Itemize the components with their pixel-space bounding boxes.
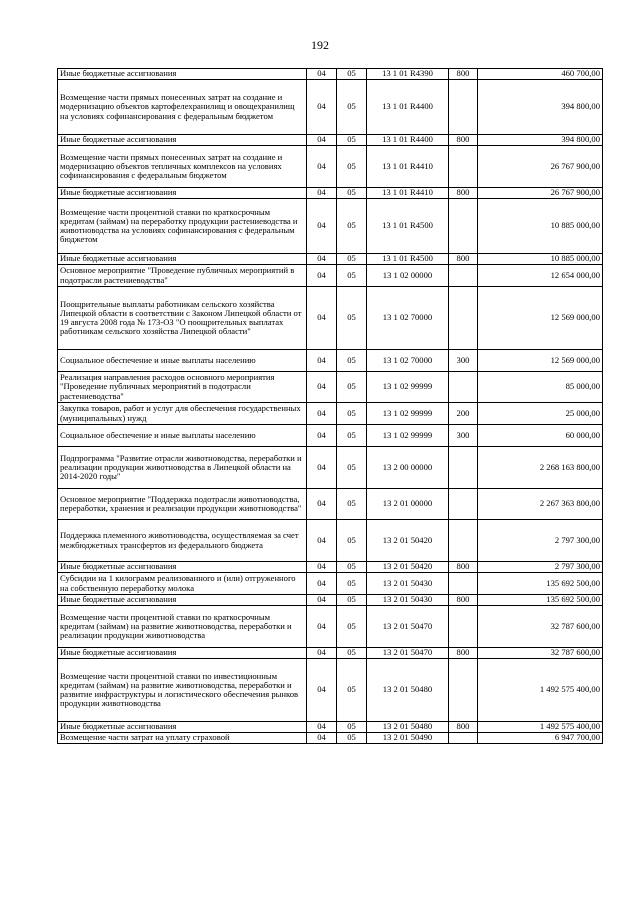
subsection-cell: 05 <box>337 135 367 146</box>
expense-type-cell <box>449 489 478 520</box>
table-row <box>58 350 603 372</box>
section-cell: 04 <box>307 606 337 648</box>
table-row <box>58 287 603 350</box>
amount-cell: 394 800,00 <box>478 80 603 135</box>
target-article-cell: 13 2 01 50480 <box>367 659 449 722</box>
row-name-cell: Социальное обеспечение и иные выплаты населению <box>58 350 307 372</box>
table-row <box>58 722 603 733</box>
table-row <box>58 733 603 744</box>
section-cell: 04 <box>307 573 337 595</box>
budget-table-body <box>58 69 603 744</box>
expense-type-cell: 300 <box>449 425 478 447</box>
expense-type-cell <box>449 287 478 350</box>
amount-cell: 60 000,00 <box>478 425 603 447</box>
target-article-cell: 13 2 01 00000 <box>367 489 449 520</box>
section-cell: 04 <box>307 659 337 722</box>
page-number: 192 <box>311 38 329 52</box>
table-row <box>58 562 603 573</box>
subsection-cell: 05 <box>337 425 367 447</box>
subsection-cell: 05 <box>337 350 367 372</box>
expense-type-cell <box>449 265 478 287</box>
subsection-cell: 05 <box>337 722 367 733</box>
table-row <box>58 447 603 489</box>
target-article-cell: 13 1 01 R4500 <box>367 199 449 254</box>
row-name-cell: Иные бюджетные ассигнования <box>58 188 307 199</box>
subsection-cell: 05 <box>337 659 367 722</box>
table-row <box>58 265 603 287</box>
expense-type-cell <box>449 146 478 188</box>
table-row <box>58 659 603 722</box>
section-cell: 04 <box>307 447 337 489</box>
row-name-cell: Возмещение части прямых понесенных затрат на создание и модернизацию объектов картофелехранилищ и овощехранилищ на условиях софинансирования с федеральным бюджетом <box>58 80 307 135</box>
amount-cell: 12 654 000,00 <box>478 265 603 287</box>
table-row <box>58 254 603 265</box>
table-row <box>58 648 603 659</box>
section-cell: 04 <box>307 80 337 135</box>
table-row <box>58 595 603 606</box>
subsection-cell: 05 <box>337 254 367 265</box>
table-row <box>58 80 603 135</box>
table-row <box>58 489 603 520</box>
amount-cell: 32 787 600,00 <box>478 606 603 648</box>
amount-cell: 2 797 300,00 <box>478 562 603 573</box>
section-cell: 04 <box>307 188 337 199</box>
amount-cell: 460 700,00 <box>478 69 603 80</box>
section-cell: 04 <box>307 135 337 146</box>
subsection-cell: 05 <box>337 403 367 425</box>
expense-type-cell <box>449 80 478 135</box>
amount-cell: 2 267 363 800,00 <box>478 489 603 520</box>
subsection-cell: 05 <box>337 80 367 135</box>
section-cell: 04 <box>307 489 337 520</box>
expense-type-cell <box>449 733 478 744</box>
table-row <box>58 520 603 562</box>
subsection-cell: 05 <box>337 520 367 562</box>
row-name-cell: Закупка товаров, работ и услуг для обеспечения государственных (муниципальных) нужд <box>58 403 307 425</box>
row-name-cell: Иные бюджетные ассигнования <box>58 562 307 573</box>
expense-type-cell <box>449 573 478 595</box>
subsection-cell: 05 <box>337 648 367 659</box>
table-row <box>58 403 603 425</box>
target-article-cell: 13 2 01 50470 <box>367 606 449 648</box>
row-name-cell: Основное мероприятие "Проведение публичных мероприятий в подотрасли растениеводства" <box>58 265 307 287</box>
amount-cell: 12 569 000,00 <box>478 350 603 372</box>
target-article-cell: 13 1 02 99999 <box>367 403 449 425</box>
target-article-cell: 13 1 01 R4400 <box>367 135 449 146</box>
subsection-cell: 05 <box>337 287 367 350</box>
amount-cell: 26 767 900,00 <box>478 146 603 188</box>
subsection-cell: 05 <box>337 199 367 254</box>
row-name-cell: Поощрительные выплаты работникам сельского хозяйства Липецкой области в соответствии с Законом Липецкой области от 19 августа 2008 года № 173-ОЗ "О поощрительных выплатах работникам сельского хозяйства Липецкой области" <box>58 287 307 350</box>
section-cell: 04 <box>307 265 337 287</box>
expense-type-cell <box>449 372 478 403</box>
amount-cell: 25 000,00 <box>478 403 603 425</box>
subsection-cell: 05 <box>337 573 367 595</box>
subsection-cell: 05 <box>337 489 367 520</box>
section-cell: 04 <box>307 287 337 350</box>
section-cell: 04 <box>307 69 337 80</box>
row-name-cell: Поддержка племенного животноводства, осуществляемая за счет межбюджетных трансфертов из федерального бюджета <box>58 520 307 562</box>
section-cell: 04 <box>307 146 337 188</box>
target-article-cell: 13 2 01 50430 <box>367 573 449 595</box>
section-cell: 04 <box>307 520 337 562</box>
amount-cell: 10 885 000,00 <box>478 199 603 254</box>
row-name-cell: Иные бюджетные ассигнования <box>58 595 307 606</box>
target-article-cell: 13 2 01 50420 <box>367 520 449 562</box>
row-name-cell: Иные бюджетные ассигнования <box>58 135 307 146</box>
expense-type-cell: 800 <box>449 595 478 606</box>
section-cell: 04 <box>307 648 337 659</box>
section-cell: 04 <box>307 254 337 265</box>
target-article-cell: 13 2 01 50470 <box>367 648 449 659</box>
budget-table <box>57 68 603 744</box>
target-article-cell: 13 1 01 R4400 <box>367 80 449 135</box>
section-cell: 04 <box>307 350 337 372</box>
row-name-cell: Подпрограмма "Развитие отрасли животноводства, переработки и реализации продукции животноводства в Липецкой области на 2014-2020 годы" <box>58 447 307 489</box>
table-row <box>58 573 603 595</box>
expense-type-cell: 300 <box>449 350 478 372</box>
target-article-cell: 13 2 01 50490 <box>367 733 449 744</box>
expense-type-cell: 800 <box>449 188 478 199</box>
amount-cell: 1 492 575 400,00 <box>478 722 603 733</box>
subsection-cell: 05 <box>337 265 367 287</box>
amount-cell: 135 692 500,00 <box>478 595 603 606</box>
amount-cell: 1 492 575 400,00 <box>478 659 603 722</box>
row-name-cell: Возмещение части процентной ставки по краткосрочным кредитам (займам) на переработку продукции растениеводства и животноводства на условиях софинансирования с федеральным бюджетом <box>58 199 307 254</box>
section-cell: 04 <box>307 562 337 573</box>
table-row <box>58 188 603 199</box>
section-cell: 04 <box>307 372 337 403</box>
target-article-cell: 13 2 01 50420 <box>367 562 449 573</box>
row-name-cell: Реализация направления расходов основного мероприятия "Проведение публичных мероприятий в подотрасли растениеводства" <box>58 372 307 403</box>
section-cell: 04 <box>307 722 337 733</box>
target-article-cell: 13 2 00 00000 <box>367 447 449 489</box>
table-row <box>58 146 603 188</box>
amount-cell: 2 268 163 800,00 <box>478 447 603 489</box>
amount-cell: 2 797 300,00 <box>478 520 603 562</box>
row-name-cell: Социальное обеспечение и иные выплаты населению <box>58 425 307 447</box>
row-name-cell: Иные бюджетные ассигнования <box>58 69 307 80</box>
subsection-cell: 05 <box>337 733 367 744</box>
target-article-cell: 13 1 01 R4410 <box>367 188 449 199</box>
expense-type-cell: 800 <box>449 722 478 733</box>
table-row <box>58 135 603 146</box>
row-name-cell: Иные бюджетные ассигнования <box>58 254 307 265</box>
expense-type-cell: 800 <box>449 135 478 146</box>
row-name-cell: Возмещение части затрат на уплату страховой <box>58 733 307 744</box>
target-article-cell: 13 1 02 00000 <box>367 265 449 287</box>
target-article-cell: 13 1 01 R4410 <box>367 146 449 188</box>
target-article-cell: 13 1 01 R4500 <box>367 254 449 265</box>
section-cell: 04 <box>307 199 337 254</box>
expense-type-cell <box>449 606 478 648</box>
target-article-cell: 13 1 02 70000 <box>367 287 449 350</box>
subsection-cell: 05 <box>337 606 367 648</box>
target-article-cell: 13 1 01 R4390 <box>367 69 449 80</box>
section-cell: 04 <box>307 403 337 425</box>
target-article-cell: 13 1 02 99999 <box>367 372 449 403</box>
subsection-cell: 05 <box>337 595 367 606</box>
amount-cell: 135 692 500,00 <box>478 573 603 595</box>
expense-type-cell: 200 <box>449 403 478 425</box>
expense-type-cell <box>449 659 478 722</box>
amount-cell: 394 800,00 <box>478 135 603 146</box>
amount-cell: 32 787 600,00 <box>478 648 603 659</box>
section-cell: 04 <box>307 425 337 447</box>
row-name-cell: Возмещение части прямых понесенных затрат на создание и модернизацию объектов тепличных комплексов на условиях софинансирования с федеральным бюджетом <box>58 146 307 188</box>
amount-cell: 26 767 900,00 <box>478 188 603 199</box>
expense-type-cell: 800 <box>449 562 478 573</box>
table-row <box>58 199 603 254</box>
target-article-cell: 13 1 02 70000 <box>367 350 449 372</box>
row-name-cell: Иные бюджетные ассигнования <box>58 648 307 659</box>
amount-cell: 12 569 000,00 <box>478 287 603 350</box>
expense-type-cell: 800 <box>449 69 478 80</box>
expense-type-cell <box>449 199 478 254</box>
target-article-cell: 13 1 02 99999 <box>367 425 449 447</box>
expense-type-cell: 800 <box>449 254 478 265</box>
row-name-cell: Субсидии на 1 килограмм реализованного и (или) отгруженного на собственную переработку молока <box>58 573 307 595</box>
target-article-cell: 13 2 01 50480 <box>367 722 449 733</box>
row-name-cell: Основное мероприятие "Поддержка подотрасли животноводства, переработки, хранения и реализации продукции животноводства" <box>58 489 307 520</box>
row-name-cell: Возмещение части процентной ставки по инвестиционным кредитам (займам) на развитие животноводства, переработки и развитие инфраструктуры и логистического обеспечения рынков продукции животноводства <box>58 659 307 722</box>
expense-type-cell: 800 <box>449 648 478 659</box>
subsection-cell: 05 <box>337 447 367 489</box>
subsection-cell: 05 <box>337 69 367 80</box>
section-cell: 04 <box>307 595 337 606</box>
expense-type-cell <box>449 520 478 562</box>
target-article-cell: 13 2 01 50430 <box>367 595 449 606</box>
amount-cell: 10 885 000,00 <box>478 254 603 265</box>
table-row <box>58 425 603 447</box>
amount-cell: 85 000,00 <box>478 372 603 403</box>
row-name-cell: Иные бюджетные ассигнования <box>58 722 307 733</box>
row-name-cell: Возмещение части процентной ставки по краткосрочным кредитам (займам) на развитие животноводства, переработки и реализации продукции животноводства <box>58 606 307 648</box>
expense-type-cell <box>449 447 478 489</box>
subsection-cell: 05 <box>337 188 367 199</box>
table-row <box>58 606 603 648</box>
subsection-cell: 05 <box>337 372 367 403</box>
section-cell: 04 <box>307 733 337 744</box>
subsection-cell: 05 <box>337 146 367 188</box>
table-row <box>58 69 603 80</box>
amount-cell: 6 947 700,00 <box>478 733 603 744</box>
subsection-cell: 05 <box>337 562 367 573</box>
table-row <box>58 372 603 403</box>
